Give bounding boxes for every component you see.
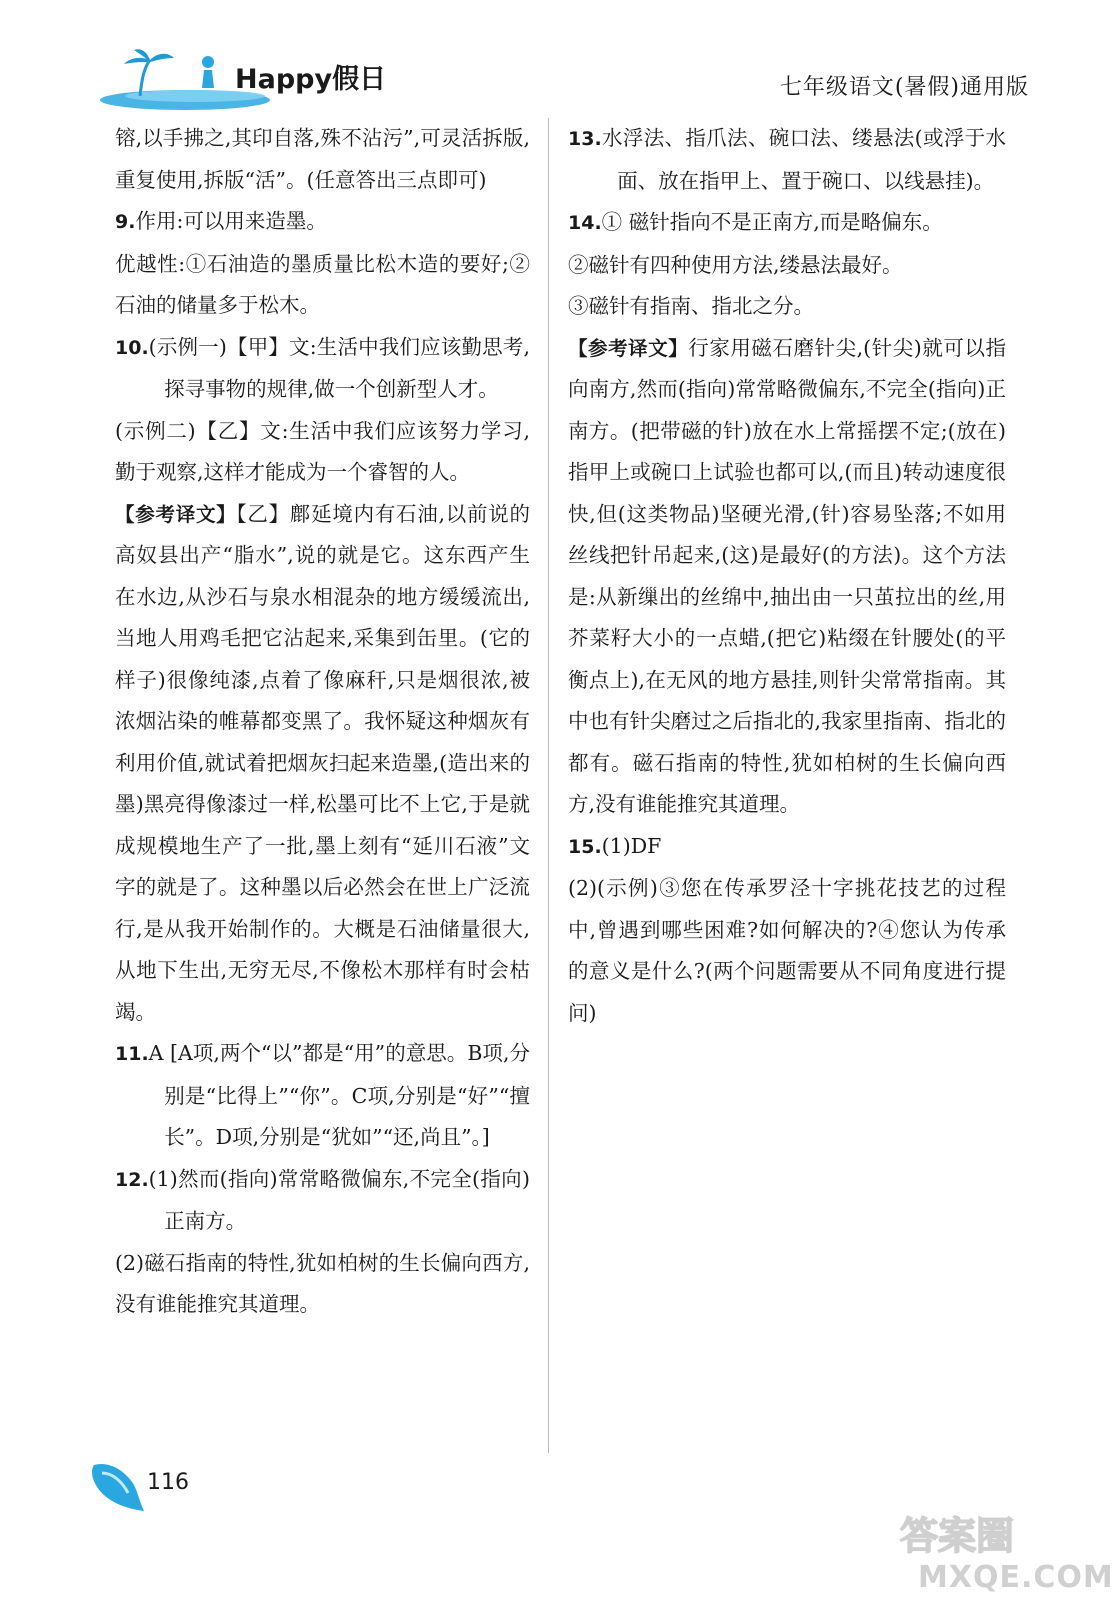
watermark-text: MXQE.COM xyxy=(918,1560,1114,1595)
q10-number: 10. xyxy=(115,336,149,359)
column-divider xyxy=(548,118,549,1453)
happy-holiday-logo xyxy=(100,48,430,114)
q14-item xyxy=(568,202,1006,245)
q11-item xyxy=(115,1033,530,1159)
q14-number: 14. xyxy=(568,212,602,234)
q13-text: 水浮法、指爪法、碗口法、缕悬法(或浮于水面、放在指甲上、置于碗口、以线悬挂)。 xyxy=(601,126,1006,193)
logo-text: Happy假日 xyxy=(235,64,387,95)
q14-reference-tag: 【参考译文】 xyxy=(568,336,689,360)
q13-number: 13. xyxy=(568,128,602,150)
q10-reference xyxy=(115,494,530,1034)
q14-reference-text: 行家用磁石磨针尖,(针尖)就可以指向南方,然而(指向)常常略微偏东,不完全(指向)正南方。(把带磁的针)放在水上常摇摆不定;(放在)指甲上或碗口上试验也都可以,(而且)转动速度很快,但(这类物品)坚硬光滑,(针)容易坠落;不如用丝线把针吊起来,(这)是最好(的方法)。这个方法是:从新缫出的丝绵中,抽出由一只茧拉出的丝,用芥菜籽大小的一点蜡,(把它)粘缀在针腰处(的平衡点上),在无风的地方悬挂,则针尖常常指南。其中也有针尖磨过之后指北的,我家里指南、指北的都有。磁石指南的特性,犹如柏树的生长偏向西方,没有谁能推究其道理。 xyxy=(568,335,1006,816)
q15-number: 15. xyxy=(568,835,602,858)
book-subtitle: 七年级语文(暑假)通用版 xyxy=(779,75,1029,100)
q10-item xyxy=(115,327,530,411)
q10-reference-tag: 【参考译文】 xyxy=(115,502,237,526)
q11-number: 11. xyxy=(115,1043,149,1065)
q15-part1: (1)DF xyxy=(601,833,662,858)
right-column xyxy=(568,118,1006,1034)
q9-number: 9. xyxy=(115,211,136,233)
q14-point1: ① 磁针指向不是正南方,而是略偏东。 xyxy=(601,210,943,234)
q12-item xyxy=(115,1159,530,1243)
q13-item xyxy=(568,118,1006,202)
page-number: 116 xyxy=(147,1470,189,1495)
q12-part1: (1)然而(指向)常常略微偏东,不完全(指向)正南方。 xyxy=(148,1166,530,1233)
q8-continuation: 镕,以手拂之,其印自落,殊不沾污”,可灵活拆版,重复使用,拆版“活”。(任意答出三点即可) xyxy=(115,126,530,192)
q14-reference xyxy=(568,328,1006,826)
q10-example2: (示例二)【乙】文:生活中我们应该努力学习,勤于观察,这样才能成为一个睿智的人。 xyxy=(115,418,530,484)
q12-part2: (2)磁石指南的特性,犹如柏树的生长偏向西方,没有谁能推究其道理。 xyxy=(115,1250,530,1316)
q12-number: 12. xyxy=(115,1168,149,1191)
q9-item xyxy=(115,201,530,244)
q9-line1: 作用:可以用来造墨。 xyxy=(135,209,327,233)
q10-example1: (示例一)【甲】文:生活中我们应该勤思考,探寻事物的规律,做一个创新型人才。 xyxy=(148,334,530,401)
q9-advantage: 优越性:①石油造的墨质量比松木造的要好;②石油的储量多于松木。 xyxy=(115,251,530,317)
page-corner-decoration xyxy=(88,1455,148,1515)
left-column xyxy=(115,118,530,1326)
q10-reference-text: 【乙】鄜延境内有石油,以前说的高奴县出产“脂水”,说的就是它。这东西产生在水边,从沙石与泉水相混杂的地方缓缓流出,当地人用鸡毛把它沾起来,采集到缶里。(它的样子)很像纯漆,点着了像麻秆,只是烟很浓,被浓烟沾染的帷幕都变黑了。我怀疑这种烟灰有利用价值,就试着把烟灰扫起来造墨,(造出来的墨)黑亮得像漆过一样,松墨可比不上它,于是就成规模地生产了一批,墨上刻有“延川石液”文字的就是了。这种墨以后必然会在世上广泛流行,是从我开始制作的。大概是石油储量很大,从地下生出,无穷无尽,不像松木那样有时会枯竭。 xyxy=(115,501,530,1024)
watermark-chars: 答案圈 xyxy=(900,1514,1015,1558)
q15-item xyxy=(568,826,1006,869)
q11-text: A [A项,两个“以”都是“用”的意思。B项,分别是“比得上”“你”。C项,分别是“好”“擅长”。D项,分别是“犹如”“还,尚且”。] xyxy=(148,1041,530,1149)
q15-part2: (2)(示例)③您在传承罗泾十字挑花技艺的过程中,曾遇到哪些困难?如何解决的?④您认为传承的意义是什么?(两个问题需要从不同角度进行提问) xyxy=(568,876,1006,1025)
q14-point2: ②磁针有四种使用方法,缕悬法最好。 xyxy=(568,252,903,277)
q14-point3: ③磁针有指南、指北之分。 xyxy=(568,294,814,318)
